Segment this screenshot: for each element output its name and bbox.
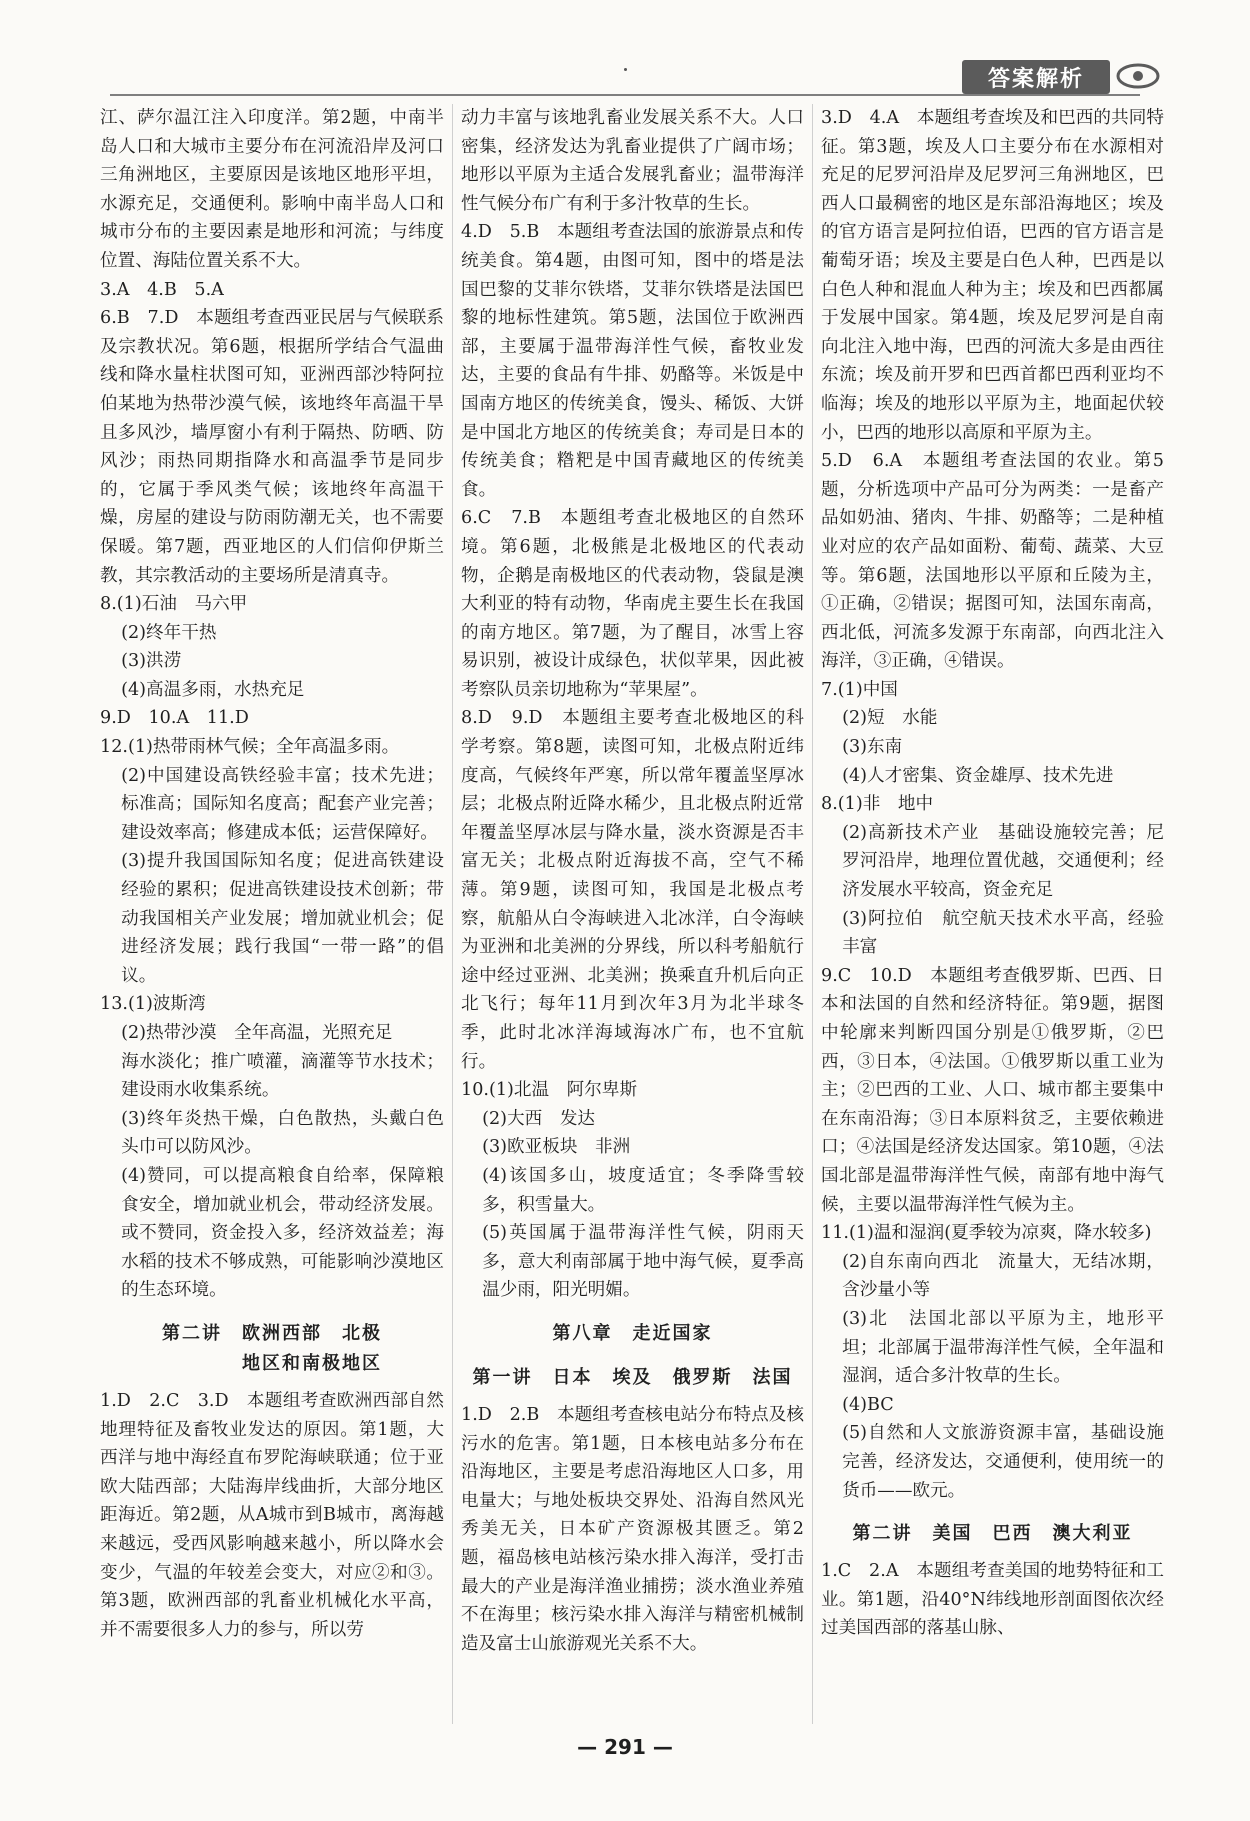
answer-paragraph: (2)高新技术产业 基础设施较完善；尼罗河沿岸，地理位置优越，交通便利；经济发展水平较高，资金充足 bbox=[842, 822, 1164, 901]
answer-paragraph: 3.D 4.A 本题组考查埃及和巴西的共同特征。第3题，埃及人口主要分布在水源相对充足的尼罗河沿岸及尼罗河三角洲地区，巴西人口最稠密的地区是东部沿海地区；埃及的官方语言是阿拉伯语，巴西的官方语言是葡萄牙语；埃及主要是白色人种，巴西是以白色人种和混血人种为主；埃及和巴西都属于发展中国家。第4题，埃及尼罗河是自南向北注入地中海，巴西的河流大多是由西往东流；埃及前开罗和巴西首都巴西利亚均不临海；埃及的地形以平原为主，地面起伏较小，巴西的地形以高原和平原为主。 bbox=[821, 108, 1164, 443]
answer-paragraph: (3)欧亚板块 非洲 bbox=[482, 1137, 631, 1158]
answer-paragraph: 6.B 7.D 本题组考查西亚民居与气候联系及宗教状况。第6题，根据所学结合气温曲线和降水量柱状图可知，亚洲西部沙特阿拉伯某地为热带沙漠气候，该地终年高温干旱且多风沙，墙厚窗小有利于隔热、防晒、防风沙；雨热同期指降水和高温季节是同步的，它属于季风类气候；该地终年高温干燥，房屋的建设与防雨防潮无关，也不需要保暖。第7题，西亚地区的人们信仰伊斯兰教，其宗教活动的主要场所是清真寺。 bbox=[100, 308, 444, 586]
answer-paragraph: 9.C 10.D 本题组考查俄罗斯、巴西、日本和法国的自然和经济特征。第9题，据图中轮廓来判断四国分别是①俄罗斯，②巴西，③日本，④法国。①俄罗斯以重工业为主；②巴西的工业、人口、城市都主要集中在东南沿海；③日本原料贫乏，主要依赖进口；④法国是经济发达国家。第10题，④法国北部是温带海洋性气候，南部有地中海气候，主要以温带海洋性气候为主。 bbox=[821, 965, 1164, 1215]
column-1 bbox=[92, 104, 452, 1724]
answer-paragraph: 8.D 9.D 本题组主要考查北极地区的科学考察。第8题，读图可知，北极点附近纬度高，气候终年严寒，所以常年覆盖坚厚冰层；北极点附近降水稀少，且北极点附近常年覆盖坚厚冰层与降水量，淡水资源是否丰富无关；北极点附近海拔不高，空气不稀薄。第9题，读图可知，我国是北极点考察，航船从白令海峡进入北冰洋，白令海峡为亚洲和北美洲的分界线，所以科考船航行途中经过亚洲、北美洲；换乘直升机后向正北飞行；每年11月到次年3月为北半球冬季，此时北冰洋海域海冰广布，也不宜航行。 bbox=[461, 708, 804, 1072]
answer-paragraph: (4)人才密集、资金雄厚、技术先进 bbox=[842, 765, 1114, 786]
answer-paragraph: 5.D 6.A 本题组考查法国的农业。第5题，分析选项中产品可分为两类：一是畜产品如奶油、猪肉、牛排、奶酪等；二是种植业对应的农产品如面粉、葡萄、蔬菜、大豆等。第6题，法国地形以平原和丘陵为主，①正确，②错误；据图可知，法国东南高，西北低，河流多发源于东南部，向西北注入海洋，③正确，④错误。 bbox=[821, 451, 1164, 672]
answer-paragraph: (2)中国建设高铁经验丰富；技术先进；标准高；国际知名度高；配套产业完善；建设效率高；修建成本低；运营保障好。 bbox=[121, 765, 444, 843]
answer-paragraph: (3)洪涝 bbox=[121, 651, 182, 672]
column-3 bbox=[812, 104, 1172, 1724]
answer-paragraph: 13.(1)波斯湾 bbox=[100, 994, 206, 1015]
answer-paragraph: 9.D 10.A 11.D bbox=[100, 708, 249, 729]
header-rule bbox=[110, 94, 1140, 96]
answer-paragraph: (4)赞同，可以提高粮食自给率，保障粮食安全，增加就业机会，带动经济发展。或不赞同，资金投入多，经济效益差；海水稻的技术不够成熟，可能影响沙漠地区的生态环境。 bbox=[121, 1165, 444, 1301]
answer-paragraph: (2)大西 发达 bbox=[482, 1108, 596, 1129]
answer-paragraph: (3)北 法国北部以平原为主，地形平坦；北部属于温带海洋性气候，全年温和湿润，适合多汁牧草的生长。 bbox=[842, 1308, 1164, 1387]
answer-paragraph: (4)高温多雨，水热充足 bbox=[121, 679, 305, 700]
answer-paragraph: (3)提升我国国际知名度；促进高铁建设经验的累积；促进高铁建设技术创新；带动我国相关产业发展；增加就业机会；促进经济发展；践行我国“一带一路”的倡议。 bbox=[121, 851, 444, 986]
answer-paragraph: (4)该国多山，坡度适宜；冬季降雪较多，积雪量大。 bbox=[482, 1165, 804, 1215]
answer-paragraph: 1.D 2.C 3.D 本题组考查欧洲西部自然地理特征及畜牧业发达的原因。第1题，大西洋与地中海经直布罗陀海峡联通；位于亚欧大陆西部；大陆海岸线曲折，大部分地区距海近。第2题，从A城市到B城市，离海越来越远，受西风影响越来越小，所以降水会变少，气温的年较差会变大，对应②和③。第3题，欧洲西部的乳畜业机械化水平高，并不需要很多人力的参与，所以劳 bbox=[100, 1390, 444, 1640]
answer-paragraph: 1.D 2.B 本题组考查核电站分布特点及核污水的危害。第1题，日本核电站多分布在沿海地区，主要是考虑沿海地区人口多，用电量大；与地处板块交界处、沿海自然风光秀美无关，日本矿产资源极其匮乏。第2题，福岛核电站核污染水排入海洋，受打击最大的产业是海洋渔业捕捞；淡水渔业养殖不在海里；核污染水排入海洋与精密机械制造及富士山旅游观光关系不大。 bbox=[461, 1404, 804, 1654]
answer-paragraph: 4.D 5.B 本题组考查法国的旅游景点和传统美食。第4题，由图可知，图中的塔是法国巴黎的艾菲尔铁塔，艾菲尔铁塔是法国巴黎的地标性建筑。第5题，法国位于欧洲西部，主要属于温带海洋性气候，畜牧业发达，主要的食品有牛排、奶酪等。米饭是中国南方地区的传统美食，馒头、稀饭、大饼是中国北方地区的传统美食；寿司是日本的传统美食；糌粑是中国青藏地区的传统美食。 bbox=[461, 222, 804, 500]
book-eye-icon bbox=[1114, 60, 1162, 92]
answer-paragraph: 10.(1)北温 阿尔卑斯 bbox=[461, 1080, 638, 1101]
section-heading: 第一讲 日本 埃及 俄罗斯 法国 bbox=[472, 1366, 793, 1388]
answer-paragraph: 12.(1)热带雨林气候；全年高温多雨。 bbox=[100, 737, 400, 758]
answer-paragraph: 8.(1)石油 马六甲 bbox=[100, 594, 248, 615]
answer-paragraph: (3)阿拉伯 航空航天技术水平高，经验丰富 bbox=[842, 908, 1164, 958]
answer-paragraph: (2)短 水能 bbox=[842, 708, 938, 729]
answer-paragraph: 11.(1)温和湿润(夏季较为凉爽，降水较多) bbox=[821, 1223, 1152, 1244]
answer-paragraph: 海水淡化；推广喷灌，滴灌等节水技术；建设雨水收集系统。 bbox=[121, 1051, 444, 1101]
answer-paragraph: 3.A 4.B 5.A bbox=[100, 279, 224, 300]
answer-paragraph: 6.C 7.B 本题组考查北极地区的自然环境。第6题，北极熊是北极地区的代表动物，企鹅是南极地区的代表动物，袋鼠是澳大利亚的特有动物，华南虎主要生长在我国的南方地区。第7题，为了醒目，冰雪上容易识别，被设计成绿色，状似苹果，因此被考察队员亲切地称为“苹果屋”。 bbox=[461, 508, 804, 700]
page-number: — 291 — bbox=[577, 1735, 673, 1759]
answer-paragraph: (4)BC bbox=[842, 1394, 894, 1415]
section-heading: 第八章 走近国家 bbox=[552, 1322, 713, 1344]
printer-dot bbox=[624, 68, 627, 71]
answer-paragraph: (3)东南 bbox=[842, 737, 903, 758]
answer-paragraph: (2)终年干热 bbox=[121, 622, 217, 643]
answer-paragraph: (2)热带沙漠 全年高温，光照充足 bbox=[121, 1023, 393, 1043]
answer-paragraph: (2)自东南向西北 流量大，无结冰期，含沙量小等 bbox=[842, 1251, 1164, 1301]
answer-paragraph: (3)终年炎热干燥，白色散热，头戴白色头巾可以防风沙。 bbox=[121, 1108, 444, 1158]
answer-paragraph: 江、萨尔温江注入印度洋。第2题，中南半岛人口和大城市主要分布在河流沿岸及河口三角洲地区，主要原因是该地区地形平坦，水源充足，交通便利。影响中南半岛人口和城市分布的主要因素是地形和河流；与纬度位置、海陆位置关系不大。 bbox=[100, 108, 444, 271]
answer-paragraph: (5)英国属于温带海洋性气候，阴雨天多，意大利南部属于地中海气候，夏季高温少雨，阳光明媚。 bbox=[482, 1223, 804, 1301]
header-title: 答案解析 bbox=[962, 60, 1110, 94]
answer-paragraph: 8.(1)非 地中 bbox=[821, 794, 934, 815]
section-heading: 第二讲 欧洲西部 北极 地区和南极地区 bbox=[162, 1322, 382, 1374]
answer-paragraph: 7.(1)中国 bbox=[821, 679, 898, 700]
section-heading: 第二讲 美国 巴西 澳大利亚 bbox=[852, 1523, 1133, 1545]
answer-columns bbox=[92, 104, 1172, 1724]
answer-paragraph: 1.C 2.A 本题组考查美国的地势特征和工业。第1题，沿40°N纬线地形剖面图依次经过美国西部的落基山脉、 bbox=[821, 1561, 1164, 1639]
answer-paragraph: (5)自然和人文旅游资源丰富，基础设施完善，经济发达，交通便利，使用统一的货币——欧元。 bbox=[842, 1423, 1164, 1501]
answer-paragraph: 动力丰富与该地乳畜业发展关系不大。人口密集，经济发达为乳畜业提供了广阔市场；地形以平原为主适合发展乳畜业；温带海洋性气候分布广有利于多汁牧草的生长。 bbox=[461, 108, 804, 214]
column-2 bbox=[452, 104, 812, 1724]
